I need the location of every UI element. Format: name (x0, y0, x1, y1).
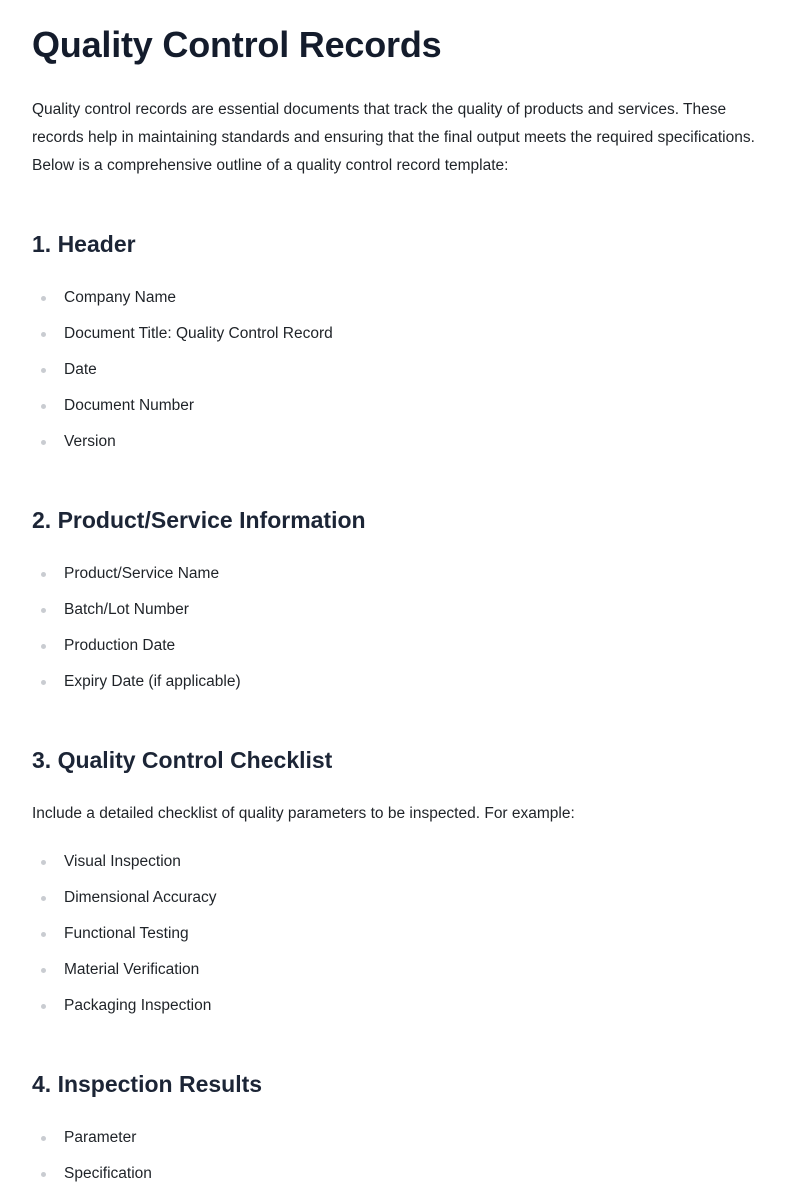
list-item (32, 634, 241, 670)
list-item (32, 670, 241, 706)
section-description: Include a detailed checklist of quality parameters to be inspected. For example: (32, 805, 575, 822)
bullet-dot-icon (41, 680, 46, 685)
list-item (32, 1126, 152, 1162)
bullet-dot-icon (41, 896, 46, 901)
list-item-label: Production Date (64, 637, 176, 654)
section-list (32, 286, 333, 466)
bullet-dot-icon (41, 572, 46, 577)
list-item (32, 562, 241, 598)
list-item-label: Version (64, 433, 116, 450)
section-list (32, 850, 216, 1030)
section-heading: 2. Product/Service Information (32, 507, 366, 533)
section-list (32, 1126, 152, 1198)
section-qc-checklist (32, 745, 772, 1014)
list-item-label: Company Name (64, 289, 176, 306)
section-list (32, 562, 241, 706)
list-item-label: Document Title: Quality Control Record (64, 325, 333, 342)
list-item-label: Functional Testing (64, 925, 189, 942)
list-item-label: Parameter (64, 1129, 137, 1146)
list-item-label: Specification (64, 1165, 152, 1182)
bullet-dot-icon (41, 968, 46, 973)
section-heading: 4. Inspection Results (32, 1071, 263, 1097)
bullet-dot-icon (41, 368, 46, 373)
intro-paragraph: Quality control records are essential documents that track the quality of products and services. These records help in maintaining standards and ensuring that the final output meets the required specifications. Below is a comprehensive outline of a quality control record template: (32, 101, 755, 174)
page-title: Quality Control Records (32, 24, 442, 65)
section-product-info (32, 505, 772, 690)
list-item-label: Visual Inspection (64, 853, 181, 870)
list-item (32, 286, 333, 322)
bullet-dot-icon (41, 932, 46, 937)
list-item (32, 850, 216, 886)
list-item (32, 322, 333, 358)
list-item (32, 994, 216, 1030)
bullet-dot-icon (41, 296, 46, 301)
list-item (32, 430, 333, 466)
section-heading: 1. Header (32, 231, 136, 257)
bullet-dot-icon (41, 608, 46, 613)
list-item-label: Date (64, 361, 97, 378)
bullet-dot-icon (41, 1004, 46, 1009)
section-header (32, 229, 772, 450)
list-item-label: Material Verification (64, 961, 200, 978)
list-item (32, 394, 333, 430)
list-item-label: Expiry Date (if applicable) (64, 673, 241, 690)
section-heading: 3. Quality Control Checklist (32, 747, 333, 773)
list-item (32, 958, 216, 994)
list-item-label: Dimensional Accuracy (64, 889, 217, 906)
bullet-dot-icon (41, 332, 46, 337)
list-item-label: Document Number (64, 397, 195, 414)
list-item (32, 922, 216, 958)
list-item (32, 886, 216, 922)
list-item (32, 1162, 152, 1198)
bullet-dot-icon (41, 1172, 46, 1177)
bullet-dot-icon (41, 404, 46, 409)
list-item-label: Packaging Inspection (64, 997, 212, 1014)
list-item-label: Product/Service Name (64, 565, 220, 582)
list-item (32, 598, 241, 634)
bullet-dot-icon (41, 1136, 46, 1141)
section-inspection-results (32, 1069, 772, 1182)
list-item-label: Batch/Lot Number (64, 601, 189, 618)
bullet-dot-icon (41, 440, 46, 445)
list-item (32, 358, 333, 394)
bullet-dot-icon (41, 644, 46, 649)
bullet-dot-icon (41, 860, 46, 865)
